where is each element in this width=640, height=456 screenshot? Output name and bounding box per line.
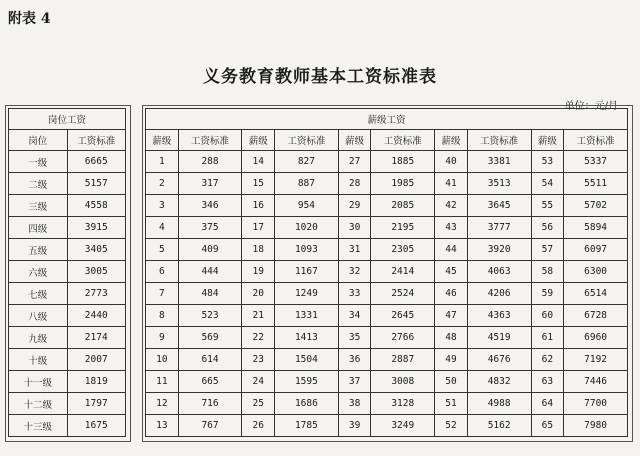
grade-standard-cell: 2414 [371, 261, 435, 283]
grade-number-cell: 54 [531, 173, 564, 195]
table-row [146, 349, 628, 371]
grade-standard-cell: 3381 [467, 151, 531, 173]
table-row [9, 195, 126, 217]
grade-standard-col-header: 工资标准 [371, 130, 435, 151]
grade-number-cell: 5 [146, 239, 179, 261]
grade-number-cell: 20 [242, 283, 275, 305]
grade-standard-cell: 767 [178, 415, 242, 437]
grade-standard-cell: 887 [275, 173, 339, 195]
grade-standard-cell: 7700 [564, 393, 628, 415]
grade-number-cell: 14 [242, 151, 275, 173]
grade-standard-cell: 3128 [371, 393, 435, 415]
grade-number-cell: 25 [242, 393, 275, 415]
grade-standard-col-header: 工资标准 [467, 130, 531, 151]
grade-standard-cell: 317 [178, 173, 242, 195]
grade-number-cell: 13 [146, 415, 179, 437]
post-standard-cell: 5157 [67, 173, 126, 195]
post-standard-cell: 2007 [67, 349, 126, 371]
grade-number-cell: 32 [338, 261, 371, 283]
post-level-cell: 十一级 [9, 371, 68, 393]
grade-table-body [146, 151, 628, 437]
table-row [146, 393, 628, 415]
grade-number-cell: 39 [338, 415, 371, 437]
grade-number-cell: 7 [146, 283, 179, 305]
post-level-cell: 四级 [9, 217, 68, 239]
post-col-header: 岗位 [9, 130, 68, 151]
grade-number-cell: 65 [531, 415, 564, 437]
table-row [9, 283, 126, 305]
post-standard-cell: 4558 [67, 195, 126, 217]
grade-standard-cell: 1785 [275, 415, 339, 437]
post-standard-cell: 3405 [67, 239, 126, 261]
grade-standard-cell: 569 [178, 327, 242, 349]
post-standard-cell: 2773 [67, 283, 126, 305]
grade-standard-cell: 3645 [467, 195, 531, 217]
grade-standard-cell: 4676 [467, 349, 531, 371]
table-row [146, 261, 628, 283]
grade-standard-col-header: 工资标准 [275, 130, 339, 151]
grade-standard-cell: 2085 [371, 195, 435, 217]
grade-standard-cell: 3920 [467, 239, 531, 261]
grade-standard-cell: 444 [178, 261, 242, 283]
post-level-cell: 五级 [9, 239, 68, 261]
post-level-cell: 十二级 [9, 393, 68, 415]
grade-standard-cell: 6097 [564, 239, 628, 261]
grade-number-cell: 42 [435, 195, 468, 217]
grade-number-cell: 34 [338, 305, 371, 327]
post-level-cell: 二级 [9, 173, 68, 195]
table-row [9, 239, 126, 261]
grade-col-header: 薪级 [146, 130, 179, 151]
grade-standard-cell: 4519 [467, 327, 531, 349]
grade-number-cell: 53 [531, 151, 564, 173]
post-salary-table [8, 108, 126, 437]
post-level-cell: 六级 [9, 261, 68, 283]
grade-number-cell: 64 [531, 393, 564, 415]
table-row [146, 239, 628, 261]
grade-col-header: 薪级 [531, 130, 564, 151]
grade-number-cell: 45 [435, 261, 468, 283]
grade-standard-cell: 827 [275, 151, 339, 173]
grade-number-cell: 56 [531, 217, 564, 239]
grade-number-cell: 43 [435, 217, 468, 239]
grade-standard-cell: 5162 [467, 415, 531, 437]
grade-number-cell: 1 [146, 151, 179, 173]
grade-number-cell: 59 [531, 283, 564, 305]
grade-standard-cell: 4063 [467, 261, 531, 283]
grade-number-cell: 23 [242, 349, 275, 371]
table-row [9, 415, 126, 437]
grade-standard-cell: 375 [178, 217, 242, 239]
grade-number-cell: 27 [338, 151, 371, 173]
grade-standard-cell: 3513 [467, 173, 531, 195]
grade-number-cell: 12 [146, 393, 179, 415]
grade-standard-cell: 1020 [275, 217, 339, 239]
grade-standard-cell: 2887 [371, 349, 435, 371]
grade-number-cell: 8 [146, 305, 179, 327]
grade-standard-cell: 484 [178, 283, 242, 305]
grade-standard-cell: 1331 [275, 305, 339, 327]
grade-standard-cell: 5894 [564, 217, 628, 239]
grade-number-cell: 57 [531, 239, 564, 261]
grade-number-cell: 22 [242, 327, 275, 349]
grade-col-header: 薪级 [435, 130, 468, 151]
table-row [9, 217, 126, 239]
grade-number-cell: 49 [435, 349, 468, 371]
grade-standard-cell: 2766 [371, 327, 435, 349]
grade-number-cell: 37 [338, 371, 371, 393]
grade-number-cell: 62 [531, 349, 564, 371]
grade-number-cell: 21 [242, 305, 275, 327]
table-row [146, 173, 628, 195]
table-row [146, 305, 628, 327]
table-row [9, 305, 126, 327]
grade-standard-cell: 7192 [564, 349, 628, 371]
grade-number-cell: 36 [338, 349, 371, 371]
grade-standard-cell: 3249 [371, 415, 435, 437]
table-row [9, 151, 126, 173]
grade-number-cell: 35 [338, 327, 371, 349]
table-row [146, 151, 628, 173]
post-level-cell: 十三级 [9, 415, 68, 437]
post-group-header: 岗位工资 [9, 109, 126, 130]
grade-number-cell: 16 [242, 195, 275, 217]
grade-standard-cell: 614 [178, 349, 242, 371]
grade-standard-cell: 2524 [371, 283, 435, 305]
grade-number-cell: 30 [338, 217, 371, 239]
grade-number-cell: 9 [146, 327, 179, 349]
grade-number-cell: 26 [242, 415, 275, 437]
grade-number-cell: 55 [531, 195, 564, 217]
grade-standard-cell: 7980 [564, 415, 628, 437]
grade-standard-cell: 716 [178, 393, 242, 415]
grade-col-header: 薪级 [242, 130, 275, 151]
grade-standard-cell: 4988 [467, 393, 531, 415]
grade-number-cell: 24 [242, 371, 275, 393]
grade-standard-cell: 409 [178, 239, 242, 261]
grade-number-cell: 4 [146, 217, 179, 239]
grade-standard-cell: 1413 [275, 327, 339, 349]
grade-standard-cell: 954 [275, 195, 339, 217]
grade-number-cell: 51 [435, 393, 468, 415]
post-standard-cell: 1797 [67, 393, 126, 415]
post-standard-cell: 2440 [67, 305, 126, 327]
grade-number-cell: 10 [146, 349, 179, 371]
grade-number-cell: 48 [435, 327, 468, 349]
grade-standard-cell: 2305 [371, 239, 435, 261]
grade-number-cell: 15 [242, 173, 275, 195]
grade-number-cell: 19 [242, 261, 275, 283]
grade-standard-cell: 4832 [467, 371, 531, 393]
grade-standard-cell: 288 [178, 151, 242, 173]
document-title: 义务教育教师基本工资标准表 [203, 67, 437, 87]
grade-standard-cell: 1167 [275, 261, 339, 283]
grade-standard-cell: 523 [178, 305, 242, 327]
grade-standard-cell: 1686 [275, 393, 339, 415]
grade-standard-cell: 665 [178, 371, 242, 393]
table-row [146, 283, 628, 305]
grade-number-cell: 63 [531, 371, 564, 393]
grade-standard-col-header: 工资标准 [178, 130, 242, 151]
grade-standard-cell: 5702 [564, 195, 628, 217]
post-standard-cell: 3915 [67, 217, 126, 239]
grade-number-cell: 44 [435, 239, 468, 261]
grade-standard-cell: 1595 [275, 371, 339, 393]
unit-label: 单位：元/月 [564, 101, 618, 112]
grade-standard-cell: 5511 [564, 173, 628, 195]
grade-number-cell: 60 [531, 305, 564, 327]
post-level-cell: 一级 [9, 151, 68, 173]
post-table-body [9, 151, 126, 437]
table-row [9, 393, 126, 415]
grade-number-cell: 50 [435, 371, 468, 393]
table-row [9, 371, 126, 393]
grade-standard-cell: 7446 [564, 371, 628, 393]
grade-number-cell: 29 [338, 195, 371, 217]
grade-number-cell: 2 [146, 173, 179, 195]
post-standard-cell: 1819 [67, 371, 126, 393]
grade-number-cell: 6 [146, 261, 179, 283]
grade-number-cell: 11 [146, 371, 179, 393]
post-level-cell: 三级 [9, 195, 68, 217]
grade-group-header: 薪级工资 [146, 109, 628, 130]
post-standard-cell: 2174 [67, 327, 126, 349]
grade-standard-cell: 2195 [371, 217, 435, 239]
post-level-cell: 十级 [9, 349, 68, 371]
grade-standard-col-header: 工资标准 [564, 130, 628, 151]
post-standard-col-header: 工资标准 [67, 130, 126, 151]
grade-number-cell: 17 [242, 217, 275, 239]
grade-standard-cell: 346 [178, 195, 242, 217]
grade-standard-cell: 4363 [467, 305, 531, 327]
grade-col-header: 薪级 [338, 130, 371, 151]
post-standard-cell: 6665 [67, 151, 126, 173]
grade-number-cell: 38 [338, 393, 371, 415]
grade-standard-cell: 6960 [564, 327, 628, 349]
grade-standard-cell: 1504 [275, 349, 339, 371]
grade-standard-cell: 6728 [564, 305, 628, 327]
grade-number-cell: 41 [435, 173, 468, 195]
table-row [146, 371, 628, 393]
grade-number-cell: 33 [338, 283, 371, 305]
table-row [146, 217, 628, 239]
grade-number-cell: 18 [242, 239, 275, 261]
table-row [146, 415, 628, 437]
table-row [9, 173, 126, 195]
grade-standard-cell: 2645 [371, 305, 435, 327]
annex-label: 附表 4 [8, 11, 51, 27]
post-level-cell: 七级 [9, 283, 68, 305]
post-standard-cell: 1675 [67, 415, 126, 437]
grade-standard-cell: 1093 [275, 239, 339, 261]
grade-number-cell: 40 [435, 151, 468, 173]
table-row [146, 195, 628, 217]
grade-standard-cell: 1885 [371, 151, 435, 173]
grade-number-cell: 28 [338, 173, 371, 195]
grade-number-cell: 47 [435, 305, 468, 327]
grade-standard-cell: 4206 [467, 283, 531, 305]
grade-salary-table [145, 108, 628, 437]
grade-number-cell: 52 [435, 415, 468, 437]
grade-standard-cell: 3777 [467, 217, 531, 239]
table-row [146, 327, 628, 349]
grade-standard-cell: 5337 [564, 151, 628, 173]
grade-standard-cell: 6514 [564, 283, 628, 305]
grade-standard-cell: 3008 [371, 371, 435, 393]
grade-number-cell: 31 [338, 239, 371, 261]
grade-column-headers [146, 130, 628, 151]
grade-standard-cell: 1249 [275, 283, 339, 305]
table-row [9, 349, 126, 371]
post-level-cell: 九级 [9, 327, 68, 349]
grade-number-cell: 61 [531, 327, 564, 349]
post-standard-cell: 3005 [67, 261, 126, 283]
grade-number-cell: 3 [146, 195, 179, 217]
table-row [9, 327, 126, 349]
grade-number-cell: 58 [531, 261, 564, 283]
grade-number-cell: 46 [435, 283, 468, 305]
grade-standard-cell: 1985 [371, 173, 435, 195]
grade-standard-cell: 6300 [564, 261, 628, 283]
table-row [9, 261, 126, 283]
post-level-cell: 八级 [9, 305, 68, 327]
